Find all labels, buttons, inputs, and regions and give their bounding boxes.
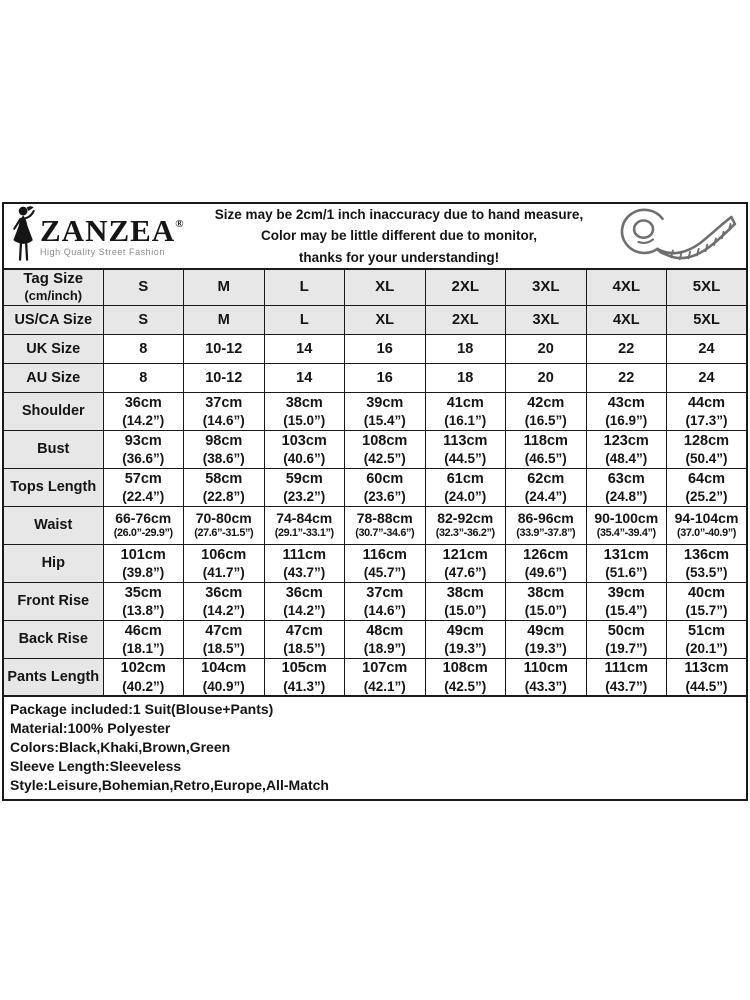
size-column-header: M: [184, 269, 265, 306]
size-cell: 78-88cm (30.7”-34.6”): [345, 506, 426, 544]
table-row: [3, 468, 747, 506]
product-info-line: Style:Leisure,Bohemian,Retro,Europe,All-Match: [10, 776, 329, 793]
product-info-line: Sleeve Length:Sleeveless: [10, 757, 182, 774]
size-cell: 46cm (18.1”): [103, 620, 184, 658]
size-cell: 37cm (14.6”): [345, 582, 426, 620]
size-cell: 38cm (15.0”): [506, 582, 587, 620]
size-cell: 70-80cm (27.6”-31.5”): [184, 506, 265, 544]
size-cell: 22: [586, 363, 667, 392]
registered-mark: ®: [175, 218, 184, 230]
size-cell: 3XL: [506, 305, 587, 334]
brand-logo-text: [40, 215, 183, 257]
size-cell: S: [103, 305, 184, 334]
size-cell: 50cm (19.7”): [586, 620, 667, 658]
size-cell: 103cm (40.6”): [264, 430, 345, 468]
size-cell: 2XL: [425, 305, 506, 334]
table-header-row: [3, 269, 747, 306]
size-cell: 14: [264, 334, 345, 363]
size-cell: 20: [506, 363, 587, 392]
size-cell: 113cm (44.5”): [667, 658, 748, 696]
size-cell: XL: [345, 305, 426, 334]
size-cell: 38cm (15.0”): [425, 582, 506, 620]
size-cell: 24: [667, 363, 748, 392]
size-cell: 18: [425, 334, 506, 363]
size-cell: 35cm (13.8”): [103, 582, 184, 620]
disclaimer-line: Size may be 2cm/1 inch inaccuracy due to hand measure,: [214, 206, 584, 222]
size-cell: 41cm (16.1”): [425, 392, 506, 430]
table-row: [3, 582, 747, 620]
size-cell: 22: [586, 334, 667, 363]
size-cell: 82-92cm (32.3”-36.2”): [425, 506, 506, 544]
row-label: Bust: [3, 430, 103, 468]
size-cell: 121cm (47.6”): [425, 544, 506, 582]
size-cell: 47cm (18.5”): [264, 620, 345, 658]
table-row: [3, 305, 747, 334]
size-cell: 4XL: [586, 305, 667, 334]
size-cell: 94-104cm (37.0”-40.9”): [667, 506, 748, 544]
size-cell: 74-84cm (29.1”-33.1”): [264, 506, 345, 544]
size-cell: 104cm (40.9”): [184, 658, 265, 696]
size-cell: 106cm (41.7”): [184, 544, 265, 582]
size-cell: 58cm (22.8”): [184, 468, 265, 506]
size-cell: 8: [103, 363, 184, 392]
size-cell: 61cm (24.0”): [425, 468, 506, 506]
size-cell: 86-96cm (33.9”-37.8”): [506, 506, 587, 544]
size-cell: 57cm (22.4”): [103, 468, 184, 506]
size-cell: 38cm (15.0”): [264, 392, 345, 430]
size-cell: 49cm (19.3”): [506, 620, 587, 658]
size-cell: 10-12: [184, 334, 265, 363]
size-cell: 8: [103, 334, 184, 363]
size-cell: 5XL: [667, 305, 748, 334]
size-cell: 116cm (45.7”): [345, 544, 426, 582]
size-column-header: 5XL: [667, 269, 748, 306]
size-cell: 20: [506, 334, 587, 363]
table-row: [3, 334, 747, 363]
size-cell: 102cm (40.2”): [103, 658, 184, 696]
size-cell: 43cm (16.9”): [586, 392, 667, 430]
header-strip: [2, 202, 748, 270]
size-cell: 63cm (24.8”): [586, 468, 667, 506]
size-cell: 39cm (15.4”): [345, 392, 426, 430]
size-cell: 118cm (46.5”): [506, 430, 587, 468]
size-cell: 36cm (14.2”): [184, 582, 265, 620]
size-column-header: XL: [345, 269, 426, 306]
measurement-disclaimer: [200, 204, 598, 269]
measuring-tape-icon: [598, 205, 746, 267]
size-cell: 39cm (15.4”): [586, 582, 667, 620]
table-row: [3, 620, 747, 658]
brand-tagline: High Quality Street Fashion: [40, 247, 165, 257]
size-cell: 98cm (38.6”): [184, 430, 265, 468]
size-cell: 90-100cm (35.4”-39.4”): [586, 506, 667, 544]
row-label: UK Size: [3, 334, 103, 363]
size-cell: 108cm (42.5”): [345, 430, 426, 468]
row-label: Pants Length: [3, 658, 103, 696]
size-cell: 136cm (53.5”): [667, 544, 748, 582]
table-row: [3, 506, 747, 544]
size-column-header: 2XL: [425, 269, 506, 306]
size-cell: 93cm (36.6”): [103, 430, 184, 468]
row-label: Shoulder: [3, 392, 103, 430]
product-info-line: Colors:Black,Khaki,Brown,Green: [10, 738, 231, 755]
row-label: Back Rise: [3, 620, 103, 658]
product-info-line: Package included:1 Suit(Blouse+Pants): [10, 700, 274, 717]
size-cell: 113cm (44.5”): [425, 430, 506, 468]
brand-logo: [4, 204, 200, 269]
disclaimer-line: Color may be little different due to monitor,: [260, 228, 538, 244]
size-cell: 126cm (49.6”): [506, 544, 587, 582]
size-cell: 24: [667, 334, 748, 363]
size-cell: 101cm (39.8”): [103, 544, 184, 582]
size-cell: 49cm (19.3”): [425, 620, 506, 658]
table-row: [3, 392, 747, 430]
size-cell: 131cm (51.6”): [586, 544, 667, 582]
row-label: Hip: [3, 544, 103, 582]
woman-silhouette-icon: [9, 204, 39, 269]
disclaimer-line: thanks for your understanding!: [298, 249, 500, 265]
size-cell: 59cm (23.2”): [264, 468, 345, 506]
size-cell: 64cm (25.2”): [667, 468, 748, 506]
size-cell: 128cm (50.4”): [667, 430, 748, 468]
row-label: AU Size: [3, 363, 103, 392]
size-cell: 36cm (14.2”): [103, 392, 184, 430]
row-label: US/CA Size: [3, 305, 103, 334]
size-cell: 44cm (17.3”): [667, 392, 748, 430]
size-cell: 51cm (20.1”): [667, 620, 748, 658]
brand-name: ZANZEA®: [40, 213, 184, 248]
size-cell: 16: [345, 363, 426, 392]
size-cell: 66-76cm (26.0”-29.9”): [103, 506, 184, 544]
size-column-header: L: [264, 269, 345, 306]
size-column-header: 4XL: [586, 269, 667, 306]
product-info: [2, 695, 748, 801]
size-cell: 123cm (48.4”): [586, 430, 667, 468]
corner-label: Tag Size (cm/inch): [3, 269, 103, 306]
size-cell: 111cm (43.7”): [586, 658, 667, 696]
size-cell: M: [184, 305, 265, 334]
size-column-header: 3XL: [506, 269, 587, 306]
size-cell: 47cm (18.5”): [184, 620, 265, 658]
size-cell: L: [264, 305, 345, 334]
size-cell: 105cm (41.3”): [264, 658, 345, 696]
table-row: [3, 658, 747, 696]
size-cell: 62cm (24.4”): [506, 468, 587, 506]
size-cell: 48cm (18.9”): [345, 620, 426, 658]
table-row: [3, 363, 747, 392]
size-cell: 36cm (14.2”): [264, 582, 345, 620]
size-cell: 18: [425, 363, 506, 392]
size-cell: 110cm (43.3”): [506, 658, 587, 696]
size-cell: 37cm (14.6”): [184, 392, 265, 430]
size-cell: 10-12: [184, 363, 265, 392]
size-cell: 60cm (23.6”): [345, 468, 426, 506]
size-cell: 111cm (43.7”): [264, 544, 345, 582]
table-row: [3, 544, 747, 582]
product-info-line: Material:100% Polyester: [10, 719, 171, 736]
row-label: Tops Length: [3, 468, 103, 506]
size-cell: 14: [264, 363, 345, 392]
size-column-header: S: [103, 269, 184, 306]
table-row: [3, 430, 747, 468]
size-chart-sheet: [2, 202, 748, 801]
size-cell: 40cm (15.7”): [667, 582, 748, 620]
size-cell: 16: [345, 334, 426, 363]
size-cell: 107cm (42.1”): [345, 658, 426, 696]
row-label: Waist: [3, 506, 103, 544]
size-cell: 42cm (16.5”): [506, 392, 587, 430]
size-chart-table: [2, 268, 748, 698]
size-cell: 108cm (42.5”): [425, 658, 506, 696]
row-label: Front Rise: [3, 582, 103, 620]
